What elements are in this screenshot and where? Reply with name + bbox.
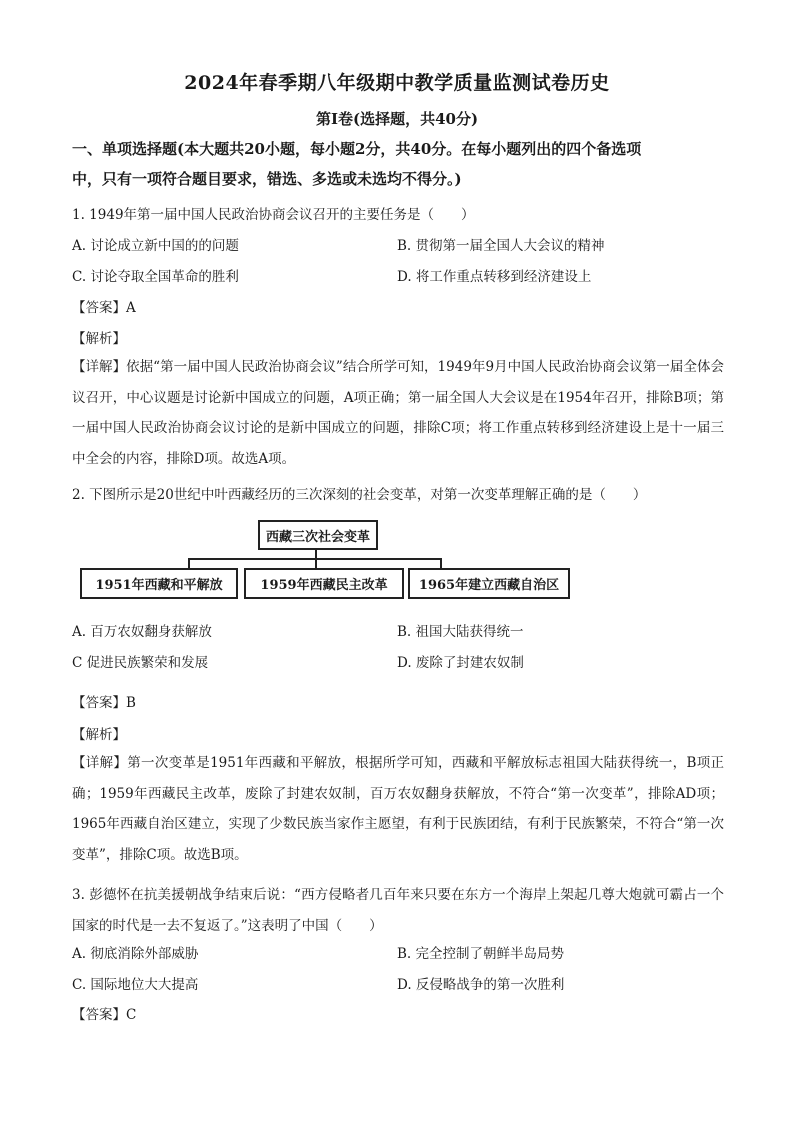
section-heading-line2: 中，只有一项符合题目要求，错选、多选或未选均不得分。) [72,170,462,188]
q2-stem: 2. 下图所示是20世纪中叶西藏经历的三次深刻的社会变革，对第一次变革理解正确的是（ ） [72,487,647,503]
q3-answer-tag: 【答案】 [72,1007,126,1023]
q2-option-d: D. 废除了封建农奴制 [397,655,524,671]
q2-option-c: C 促进民族繁荣和发展 [72,655,209,671]
diagram-box-1959: 1959年西藏民主改革 [244,568,404,599]
q2-detail-tag: 【详解】 [72,755,128,771]
q3-answer [72,1003,136,1023]
q1-answer [72,296,136,316]
diagram-connector-right [440,558,442,568]
diagram-connector-center [315,548,317,568]
q1-option-b: B. 贯彻第一届全国人大会议的精神 [397,238,605,254]
q2-answer-value: B [126,695,136,711]
page-subtitle: 第Ⅰ卷(选择题，共40分) [315,110,479,128]
q1-answer-tag: 【答案】 [72,300,126,316]
diagram-box-1951: 1951年西藏和平解放 [80,568,238,599]
q2-detail [72,748,724,870]
q3-option-b: B. 完全控制了朝鲜半岛局势 [397,946,565,962]
q2-option-a: A. 百万农奴翻身获解放 [72,624,212,640]
q1-option-d: D. 将工作重点转移到经济建设上 [397,269,592,285]
diagram-box-1965: 1965年建立西藏自治区 [408,568,570,599]
q3-option-a: A. 彻底消除外部威胁 [72,946,199,962]
q3-option-c: C. 国际地位大大提高 [72,977,199,993]
q3-stem: 3. 彭德怀在抗美援朝战争结束后说：“西方侵略者几百年来只要在东方一个海岸上架起几尊大炮就可霸占一个国家的时代是一去不复返了。”这表明了中国（ ） [72,887,724,934]
q1-detail [72,352,724,474]
q2-answer-tag: 【答案】 [72,695,126,711]
section-heading-line1: 一、单项选择题(本大题共20小题，每小题2分，共40分。在每小题列出的四个备选项 [72,140,642,158]
section-heading [72,134,732,194]
diagram-top-box: 西藏三次社会变革 [258,520,378,550]
q2-analysis-tag: 【解析】 [72,727,126,743]
q1-detail-text: 依据“第一届中国人民政治协商会议”结合所学可知，1949年9月中国人民政治协商会议第一届全体会议召开，中心议题是讨论新中国成立的问题，A项正确；第一届全国人大会议是在1954年召开，排除B项；第一届中国人民政治协商会议讨论的是新中国成立的问题，排除C项；将工作重点转移到经济建设上是十一届三中全会的内容，排除D项。故选A项。 [72,359,725,467]
q2-detail-text: 第一次变革是1951年西藏和平解放，根据所学可知，西藏和平解放标志祖国大陆获得统一，B项正确；1959年西藏民主改革，废除了封建农奴制，百万农奴翻身获解放，不符合“第一次变革”，排除AD项；1965年西藏自治区建立，实现了少数民族当家作主愿望，有利于民族团结，有利于民族繁荣，不符合“第一次变革”，排除C项。故选B项。 [72,755,725,863]
page-title: 2024年春季期八年级期中教学质量监测试卷历史 [184,72,610,94]
q1-option-a: A. 讨论成立新中国的的问题 [72,238,239,254]
q3-answer-value: C [126,1007,137,1023]
tibet-reform-diagram [72,518,722,600]
q1-stem: 1. 1949年第一届中国人民政治协商会议召开的主要任务是（ ） [72,207,475,223]
q1-analysis-tag: 【解析】 [72,331,126,347]
q3-option-d: D. 反侵略战争的第一次胜利 [397,977,565,993]
q2-option-b: B. 祖国大陆获得统一 [397,624,524,640]
q1-detail-tag: 【详解】 [72,359,127,375]
q2-answer [72,691,136,711]
q1-option-c: C. 讨论夺取全国革命的胜利 [72,269,239,285]
q1-answer-value: A [126,300,136,316]
